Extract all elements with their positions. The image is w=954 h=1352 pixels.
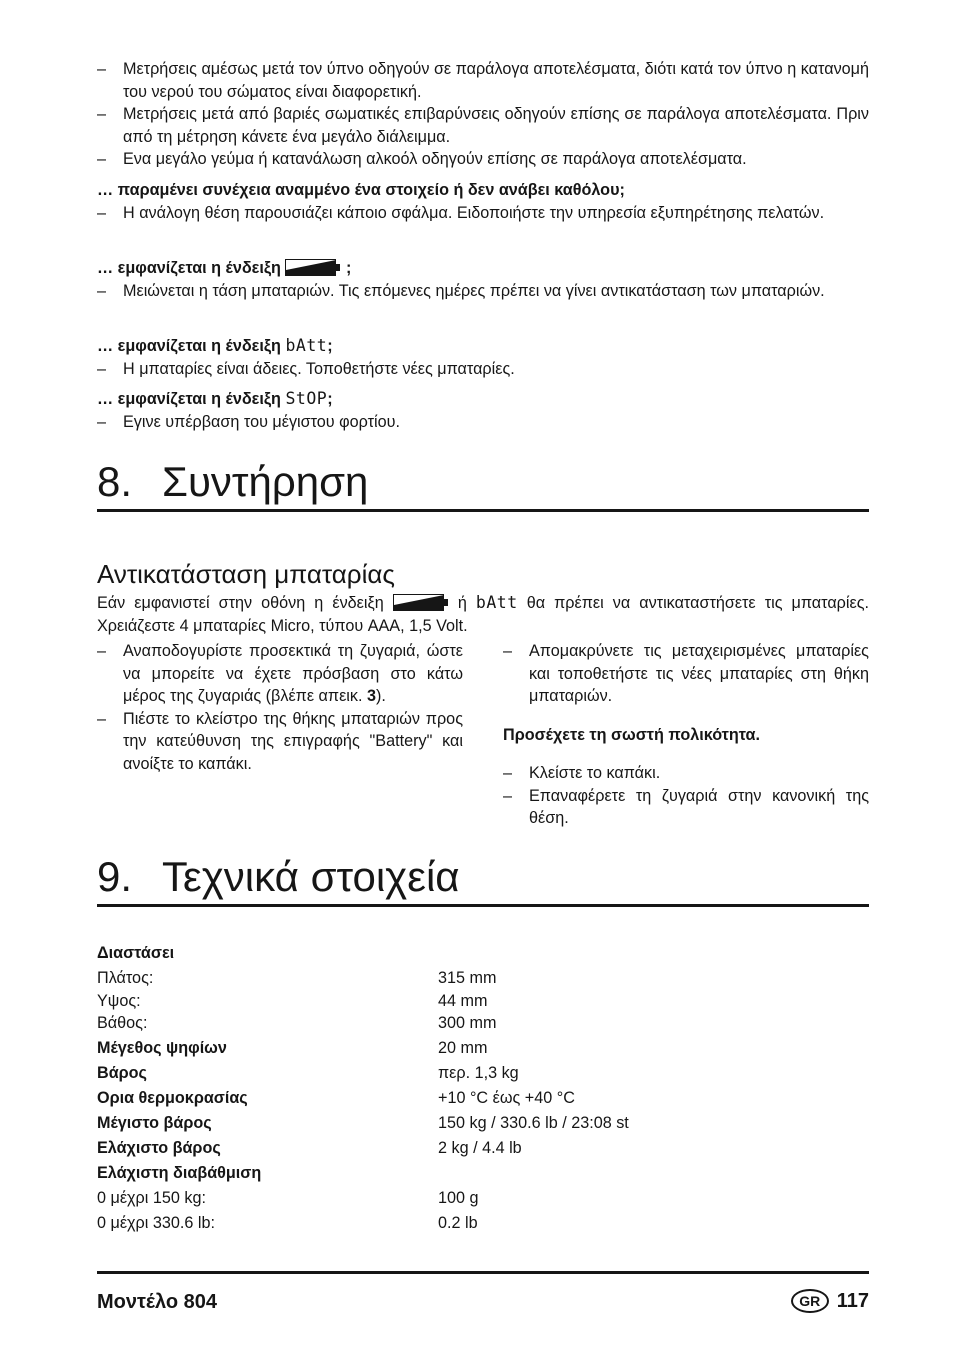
spec-label: 0 μέχρι 330.6 lb: [97, 1214, 215, 1232]
lcd-display-text: bAtt [475, 593, 518, 612]
batt-case [97, 335, 869, 380]
step-text: Αναποδογυρίστε προσεκτικά τη ζυγαριά, ώστε να μπορείτε να έχετε πρόσβαση στο κάτω μέρος της ζυγαριάς (βλέπε απεικ. [123, 642, 463, 705]
list-item: – Μετρήσεις μετά από βαριές σωματικές επιβαρύνσεις οδηγούν επίσης σε παράλογα αποτελέσματα. Πριν από τη μέτρηση κάνετε ένα μεγάλο διάλειμμα. [97, 103, 869, 148]
table-row [97, 1062, 869, 1087]
spec-value: 0.2 lb [438, 1214, 478, 1232]
condition-heading [97, 335, 869, 358]
spec-value: 100 g [438, 1189, 479, 1207]
spec-label: Βάθος: [97, 1014, 148, 1032]
intro-text-end: θα πρέπει να αντικαταστήσετε τις μπαταρίες. Χρειάζεστε 4 μπαταρίες Micro, τύπου AAA, 1,5 Volt. [97, 594, 870, 635]
page-number: 117 [836, 1290, 869, 1312]
battery-case [97, 257, 869, 302]
battery-low-icon [393, 594, 449, 611]
intro-text: Εάν εμφανιστεί στην οθόνη η ένδειξη [97, 594, 384, 612]
list-item: – Πιέστε το κλείστρο της θήκης μπαταριών προς την κατεύθυνση της επιγραφής "Battery" και ανοίξτε το καπάκι. [97, 708, 463, 776]
spec-label: Ορια θερμοκρασίας [97, 1089, 248, 1107]
table-row [97, 1037, 869, 1062]
list-item: – Μετρήσεις αμέσως μετά τον ύπνο οδηγούν σε παράλογα αποτελέσματα, διότι κατά τον ύπνο η κατανομή του νερού του σώματος είναι διαφορετική. [97, 58, 869, 103]
step-text-end: ). [376, 687, 386, 705]
table-row [97, 1087, 869, 1112]
spec-value: +10 °C έως +40 °C [438, 1089, 575, 1107]
spec-value: 20 mm [438, 1039, 488, 1057]
list-item: – Επαναφέρετε τη ζυγαριά στην κανονική της θέση. [503, 785, 869, 830]
table-row [97, 1012, 869, 1037]
section-divider [97, 904, 869, 907]
list-item: – Απομακρύνετε τις μεταχειρισμένες μπαταρίες και τοποθετήστε τις νέες μπαταρίες στη θήκη μπαταριών. [503, 640, 869, 708]
section-heading-maintenance [97, 457, 869, 507]
table-row [97, 967, 869, 990]
lcd-display-text: StOP [285, 389, 328, 408]
remedy-item: – Η ανάλογη θέση παρουσιάζει κάποιο σφάλμα. Ειδοποιήστε την υπηρεσία εξυπηρέτησης πελατών. [97, 202, 869, 225]
spec-value: περ. 1,3 kg [438, 1064, 519, 1082]
section-title: Συντήρηση [162, 458, 369, 505]
spec-label: Πλάτος: [97, 969, 154, 987]
table-row [97, 1162, 869, 1187]
condition-heading [97, 257, 869, 280]
spec-label: Υψος: [97, 991, 141, 1010]
spec-value: 315 mm [438, 969, 497, 987]
condition-text: … εμφανίζεται η ένδειξη [97, 337, 281, 355]
section-divider [97, 509, 869, 512]
spec-label: 0 μέχρι 150 kg: [97, 1189, 206, 1207]
spec-value: 2 kg / 4.4 lb [438, 1139, 522, 1157]
stop-case [97, 388, 869, 433]
table-row [97, 990, 869, 1013]
section-heading-specs [97, 852, 869, 902]
condition-heading [97, 388, 869, 411]
steps-right-column-2 [503, 762, 869, 830]
section-number: 8. [97, 458, 133, 505]
battery-low-icon [285, 259, 341, 276]
spec-label: Μέγεθος ψηφίων [97, 1039, 227, 1057]
steps-left-column [97, 640, 463, 775]
condition-text: … εμφανίζεται η ένδειξη [97, 390, 281, 408]
battery-intro [97, 592, 869, 637]
table-row [97, 1212, 869, 1235]
spec-label: Βάρος [97, 1064, 147, 1082]
condition-suffix: ; [327, 337, 333, 355]
spec-label: Ελάχιστο βάρος [97, 1139, 221, 1157]
remedy-item: – Μειώνεται η τάση μπαταριών. Τις επόμενες ημέρες πρέπει να γίνει αντικατάσταση των μπαταριών. [97, 280, 869, 303]
polarity-note: Προσέχετε τη σωστή πολικότητα. [503, 726, 761, 744]
table-row [97, 1137, 869, 1162]
specs-table [97, 942, 869, 1235]
measurement-notes [97, 58, 869, 171]
condition-suffix: ; [345, 259, 352, 277]
spec-value: 44 mm [438, 991, 488, 1010]
figure-ref: 3 [366, 687, 376, 705]
intro-or: ή [457, 594, 467, 612]
spec-label: Μέγιστο βάρος [97, 1114, 212, 1132]
list-item [97, 640, 463, 708]
segment-case [97, 179, 869, 224]
table-row [97, 1187, 869, 1212]
spec-label: Διαστάσει [97, 944, 175, 962]
model-name: Μοντέλο 804 [97, 1291, 217, 1313]
spec-label: Ελάχιστη διαβάθμιση [97, 1164, 262, 1182]
condition-text: … εμφανίζεται η ένδειξη [97, 259, 281, 277]
section-number: 9. [97, 853, 133, 900]
country-badge: GR [791, 1289, 829, 1313]
list-item: – Ενα μεγάλο γεύμα ή κατανάλωση αλκοόλ οδηγούν επίσης σε παράλογα αποτελέσματα. [97, 148, 869, 171]
steps-right-column [503, 640, 869, 708]
condition-suffix: ; [327, 390, 333, 408]
section-title: Τεχνικά στοιχεία [162, 853, 460, 900]
subsection-title: Αντικατάσταση μπαταρίας [97, 559, 395, 589]
table-row [97, 942, 869, 967]
condition-heading: … παραμένει συνέχεια αναμμένο ένα στοιχείο ή δεν ανάβει καθόλου; [97, 181, 625, 199]
remedy-item: – Εγινε υπέρβαση του μέγιστου φορτίου. [97, 411, 869, 434]
spec-value: 300 mm [438, 1014, 497, 1032]
lcd-display-text: bAtt [285, 336, 328, 355]
page-footer-right [791, 1288, 869, 1314]
spec-value: 150 kg / 330.6 lb / 23:08 st [438, 1114, 629, 1132]
list-item: – Κλείστε το καπάκι. [503, 762, 869, 785]
table-row [97, 1112, 869, 1137]
footer-divider [97, 1271, 869, 1274]
remedy-item: – Η μπαταρίες είναι άδειες. Τοποθετήστε νέες μπαταρίες. [97, 358, 869, 381]
